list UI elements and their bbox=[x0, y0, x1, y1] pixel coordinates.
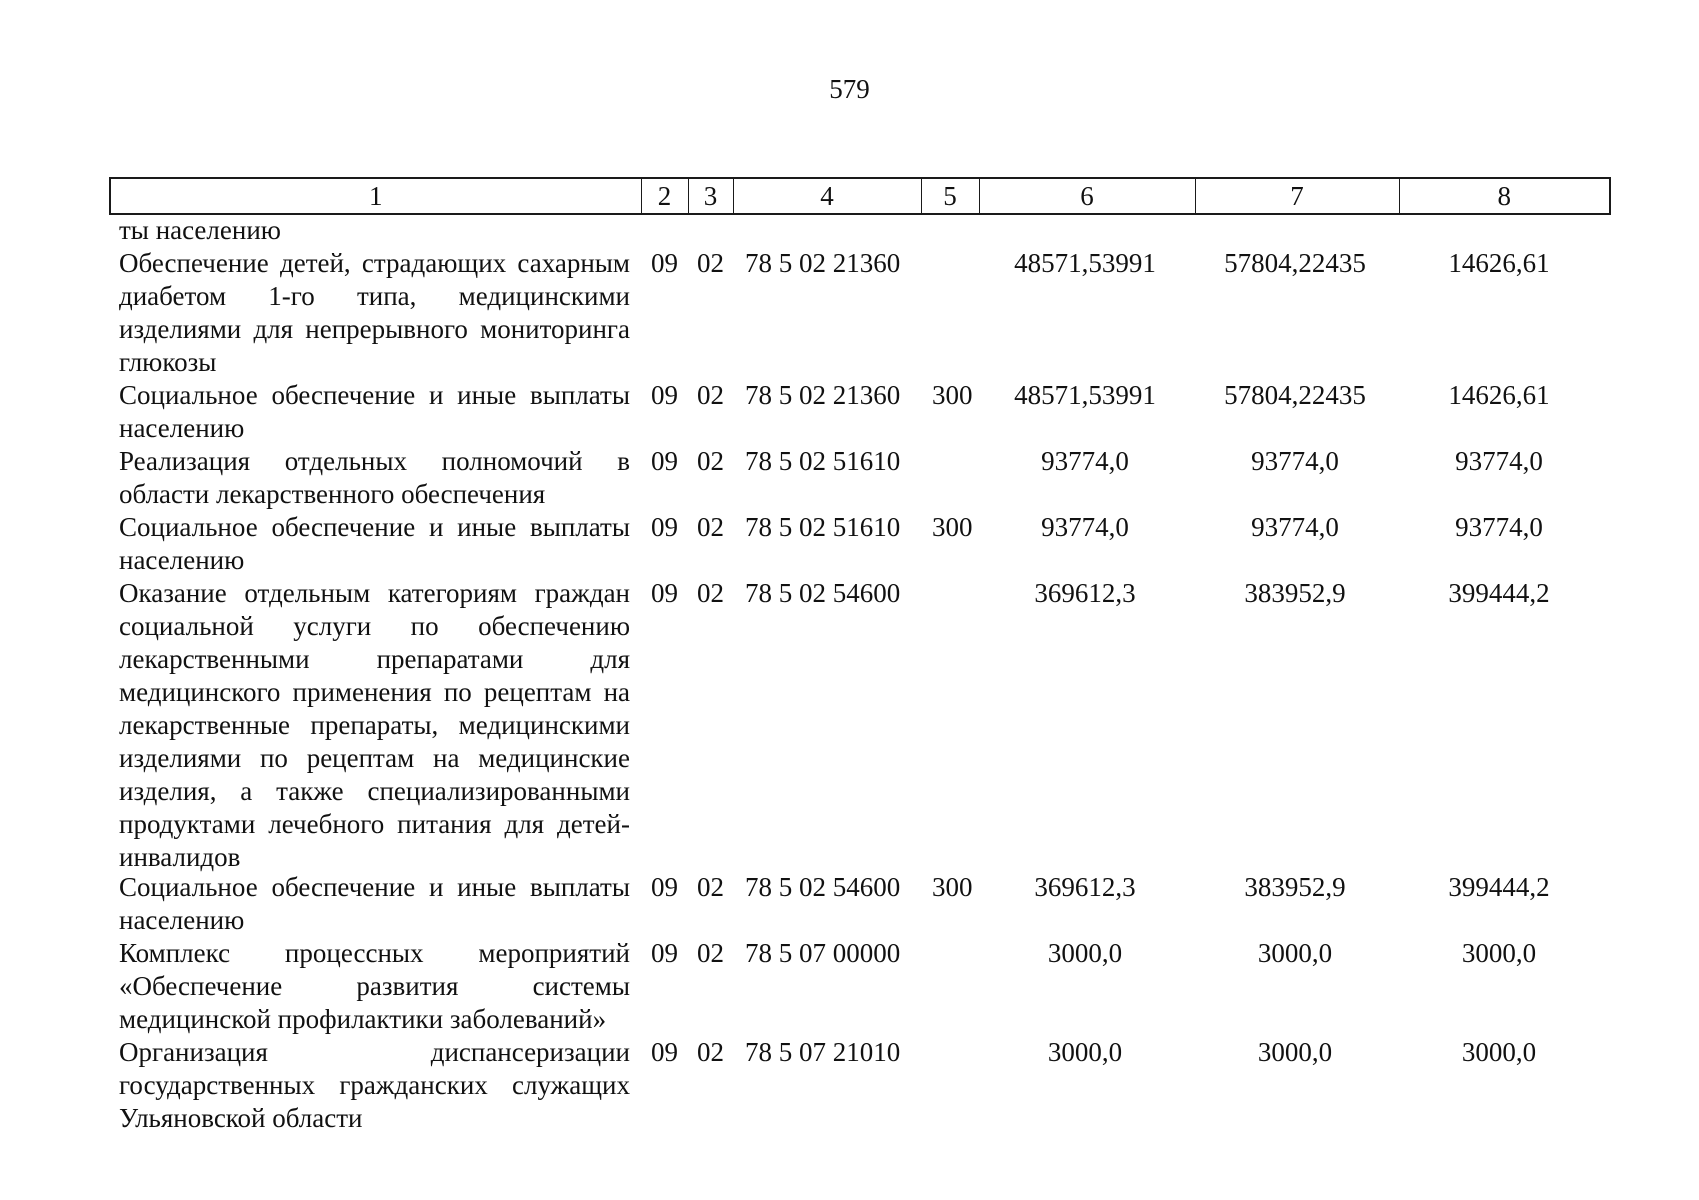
table-row bbox=[0, 1036, 1699, 1135]
row-section: 09 bbox=[651, 872, 678, 902]
row-amount-col7: 93774,0 bbox=[1251, 512, 1339, 542]
row-name: Реализация отдельных полномочий в области лекарственного обеспечения bbox=[119, 446, 630, 509]
row-amount-col8: 14626,61 bbox=[1448, 380, 1550, 410]
row-name: Оказание отдельным категориям граждан социальной услуги по обеспечению лекарственными препаратами для медицинского применения по рецептам на лекарственные препараты, медицинскими изделиями по рецептам на медицинские изделия, а также специализированными продуктами лечебного питания для детей-инвалидов bbox=[119, 578, 630, 872]
row-amount-col6: 93774,0 bbox=[1041, 446, 1129, 476]
row-amount-col6: 369612,3 bbox=[1034, 872, 1136, 902]
table-body bbox=[0, 214, 1699, 1135]
row-subsection: 02 bbox=[697, 1037, 724, 1067]
row-amount-col7: 3000,0 bbox=[1257, 938, 1333, 968]
row-amount-col6: 3000,0 bbox=[1047, 1037, 1123, 1067]
row-target-code: 78 5 02 54600 bbox=[745, 872, 901, 902]
table-row bbox=[0, 871, 1699, 937]
row-section: 09 bbox=[651, 578, 678, 608]
row-amount-col8: 14626,61 bbox=[1448, 248, 1550, 278]
row-target-code: 78 5 02 21360 bbox=[745, 380, 901, 410]
row-amount-col7: 57804,22435 bbox=[1224, 248, 1366, 278]
row-amount-col6: 48571,53991 bbox=[1014, 248, 1156, 278]
row-section: 09 bbox=[651, 446, 678, 476]
row-expense-type: 300 bbox=[932, 872, 973, 902]
row-name: Социальное обеспечение и иные выплаты населению bbox=[119, 380, 630, 443]
row-subsection: 02 bbox=[697, 938, 724, 968]
row-amount-col6: 48571,53991 bbox=[1014, 380, 1156, 410]
row-section: 09 bbox=[651, 512, 678, 542]
table-row bbox=[0, 247, 1699, 379]
table-row bbox=[0, 445, 1699, 511]
row-amount-col8: 93774,0 bbox=[1455, 446, 1543, 476]
row-section: 09 bbox=[651, 380, 678, 410]
row-amount-col8: 93774,0 bbox=[1455, 512, 1543, 542]
row-subsection: 02 bbox=[697, 248, 724, 278]
row-target-code: 78 5 07 21010 bbox=[745, 1037, 901, 1067]
row-name: Обеспечение детей, страдающих сахарным диабетом 1-го типа, медицинскими изделиями для непрерывного мониторинга глюкозы bbox=[119, 248, 630, 377]
row-amount-col7: 383952,9 bbox=[1244, 578, 1346, 608]
row-target-code: 78 5 02 54600 bbox=[745, 578, 901, 608]
column-header-3: 3 bbox=[688, 178, 733, 214]
row-target-code: 78 5 02 21360 bbox=[745, 248, 901, 278]
row-amount-col6: 369612,3 bbox=[1034, 578, 1136, 608]
column-header-table bbox=[109, 177, 1611, 215]
table-row bbox=[0, 379, 1699, 445]
row-amount-col8: 3000,0 bbox=[1461, 1037, 1537, 1067]
row-amount-col7: 57804,22435 bbox=[1224, 380, 1366, 410]
column-header-4: 4 bbox=[733, 178, 921, 214]
row-subsection: 02 bbox=[697, 380, 724, 410]
column-header-6: 6 bbox=[979, 178, 1195, 214]
row-target-code: 78 5 07 00000 bbox=[745, 938, 901, 968]
column-header-row bbox=[110, 178, 1610, 214]
column-header-2: 2 bbox=[641, 178, 688, 214]
row-name: Комплекс процессных мероприятий «Обеспечение развития системы медицинской профилактики заболеваний» bbox=[119, 938, 630, 1034]
table-row bbox=[0, 511, 1699, 577]
row-section: 09 bbox=[651, 248, 678, 278]
column-header-1: 1 bbox=[110, 178, 641, 214]
row-subsection: 02 bbox=[697, 512, 724, 542]
row-name: Социальное обеспечение и иные выплаты населению bbox=[119, 872, 630, 935]
row-amount-col7: 383952,9 bbox=[1244, 872, 1346, 902]
row-amount-col8: 399444,2 bbox=[1448, 578, 1550, 608]
table-row bbox=[0, 937, 1699, 1036]
row-amount-col7: 3000,0 bbox=[1257, 1037, 1333, 1067]
row-target-code: 78 5 02 51610 bbox=[745, 512, 901, 542]
row-amount-col6: 93774,0 bbox=[1041, 512, 1129, 542]
row-amount-col8: 399444,2 bbox=[1448, 872, 1550, 902]
row-section: 09 bbox=[651, 1037, 678, 1067]
column-header-5: 5 bbox=[921, 178, 979, 214]
continuation-row bbox=[0, 214, 1699, 247]
table-row bbox=[0, 577, 1699, 871]
row-target-code: 78 5 02 51610 bbox=[745, 446, 901, 476]
column-header-8: 8 bbox=[1399, 178, 1610, 214]
row-expense-type: 300 bbox=[932, 512, 973, 542]
row-subsection: 02 bbox=[697, 446, 724, 476]
row-amount-col7: 93774,0 bbox=[1251, 446, 1339, 476]
row-name: Организация диспансеризации государственных гражданских служащих Ульяновской области bbox=[119, 1037, 630, 1133]
row-subsection: 02 bbox=[697, 578, 724, 608]
page-number: 579 bbox=[829, 74, 870, 104]
row-name: Социальное обеспечение и иные выплаты населению bbox=[119, 512, 630, 575]
column-header-7: 7 bbox=[1195, 178, 1399, 214]
continuation-text: ты населению bbox=[119, 215, 281, 245]
row-subsection: 02 bbox=[697, 872, 724, 902]
row-section: 09 bbox=[651, 938, 678, 968]
row-expense-type: 300 bbox=[932, 380, 973, 410]
row-amount-col6: 3000,0 bbox=[1047, 938, 1123, 968]
row-amount-col8: 3000,0 bbox=[1461, 938, 1537, 968]
